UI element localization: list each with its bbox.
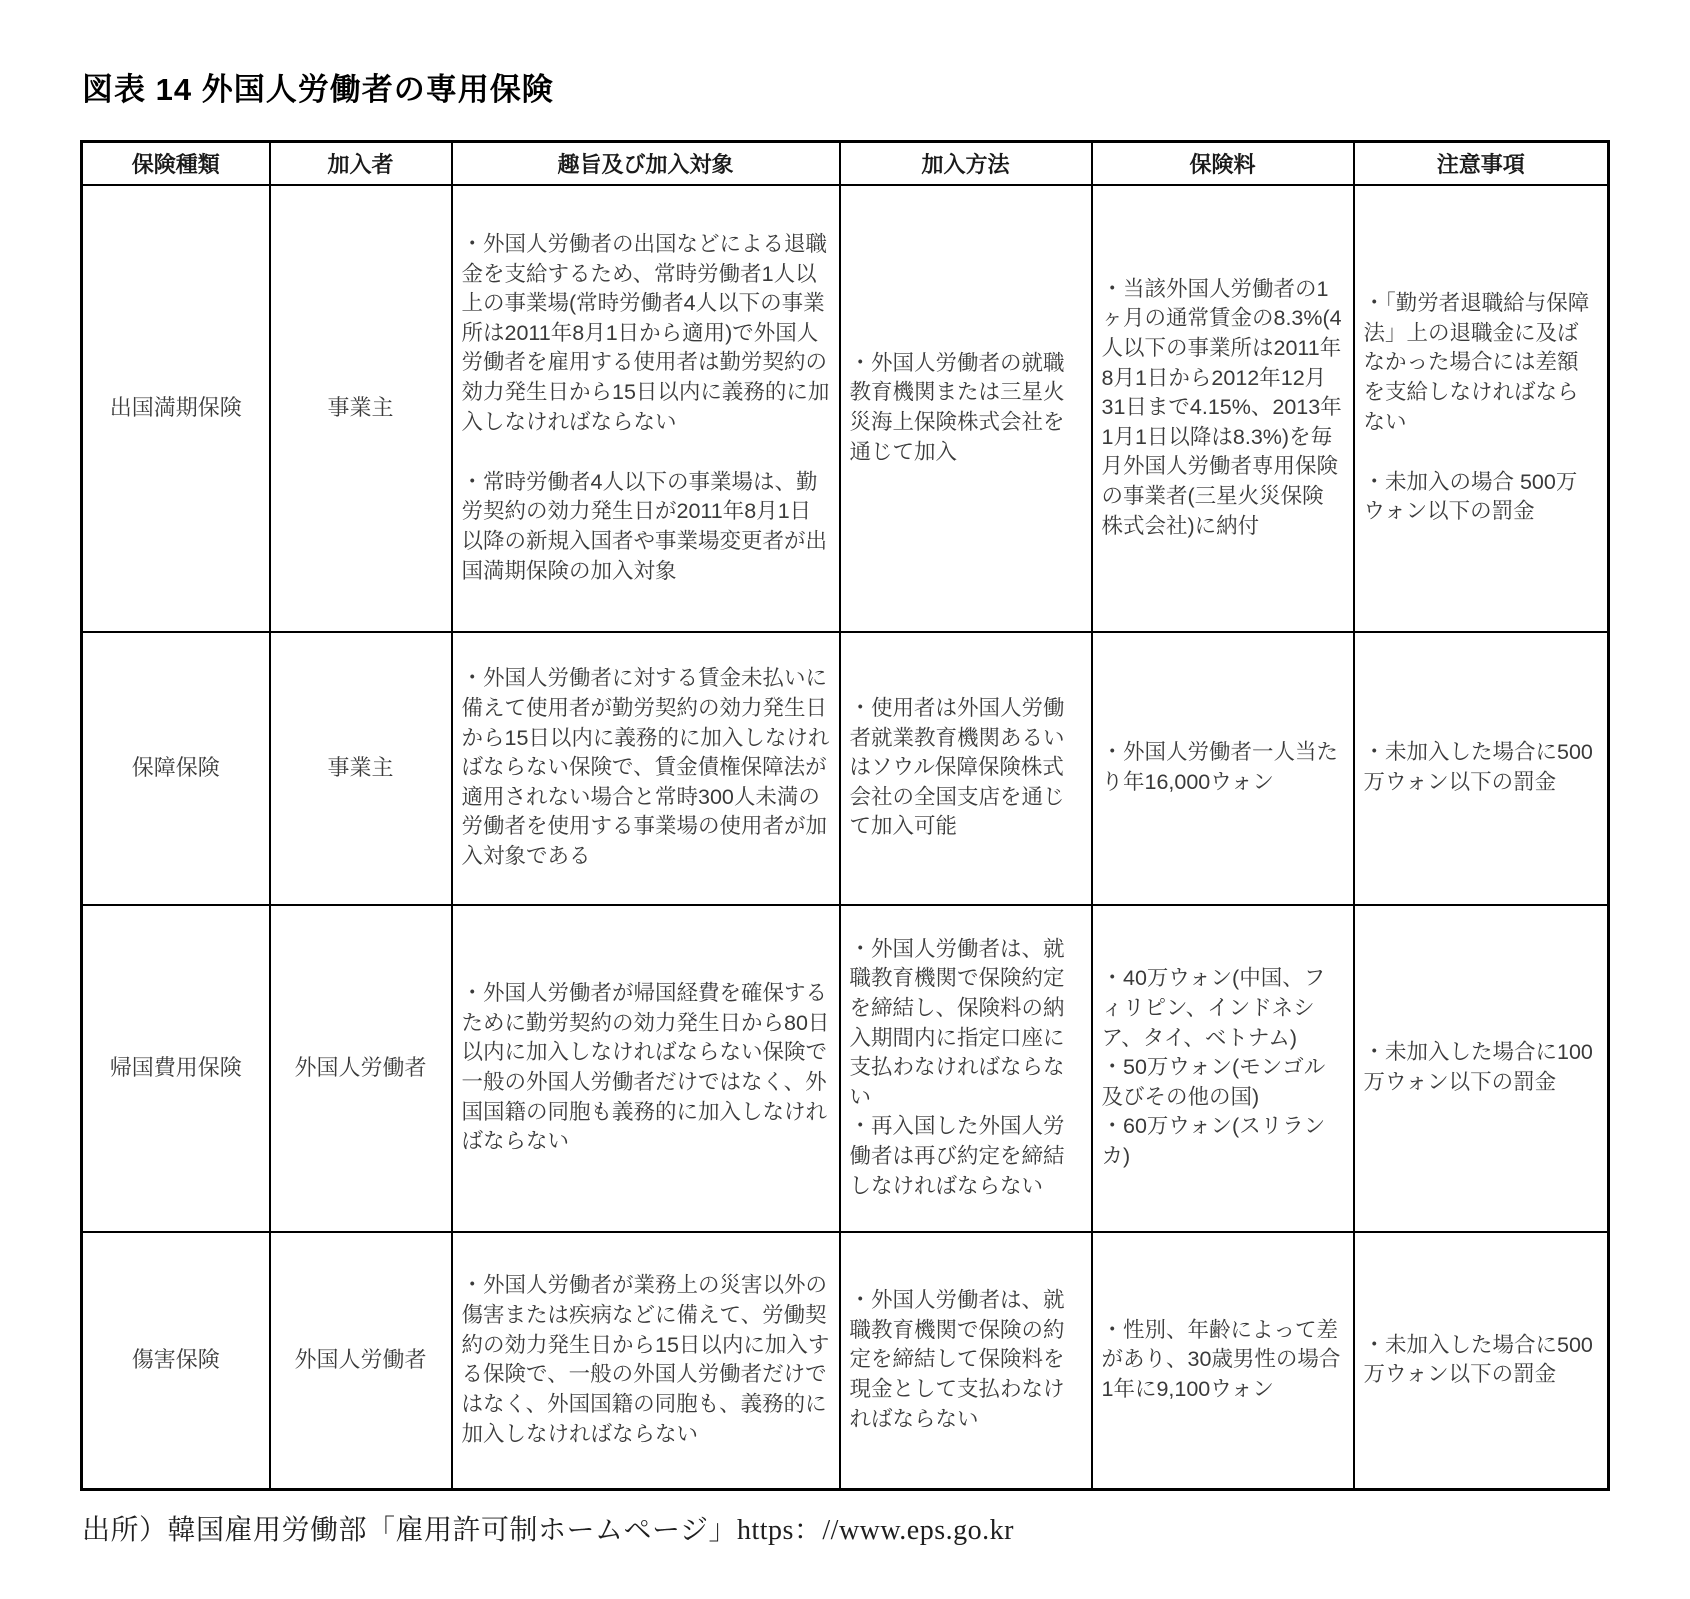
- paragraph: ・外国人労働者の出国などによる退職金を支給するため、常時労働者1人以上の事業場(常時労働者4人以下の事業所は2011年8月1日から適用)で外国人労働者を雇用する使用者は勤労契約の効力発生日から15日以内に義務的に加入しなければならない: [461, 231, 830, 434]
- paragraph: ・未加入の場合 500万ウォン以下の罰金: [1363, 469, 1578, 524]
- insurance-table: [80, 140, 1610, 1491]
- paragraph: ・外国人労働者に対する賃金未払いに備えて使用者が勤労契約の効力発生日から15日以内に義務的に加入しなければならない保険で、賃金債権保障法が適用されない場合と常時300人未満の労働者を使用する事業場の使用者が加入対象である: [461, 666, 830, 869]
- table-row: [82, 905, 1609, 1232]
- paragraph: ・常時労働者4人以下の事業場は、勤労契約の効力発生日が2011年8月1日以降の新規入国者や事業場変更者が出国満期保険の加入対象: [461, 469, 828, 583]
- cell-subscriber: 事業主: [270, 185, 452, 632]
- paragraph: ・未加入した場合に500万ウォン以下の罰金: [1363, 740, 1593, 794]
- cell-purpose: [452, 905, 840, 1232]
- cell-premium: [1092, 905, 1354, 1232]
- column-header-4: 保険料: [1092, 142, 1354, 185]
- insurance-table-body: [82, 185, 1609, 1490]
- table-row: [82, 185, 1609, 632]
- cell-subscriber: 事業主: [270, 632, 452, 905]
- cell-insurance-type: 傷害保険: [82, 1232, 270, 1490]
- paragraph: ・使用者は外国人労働者就業教育機関あるいはソウル保障保険株式会社の全国支店を通じて加入可能: [849, 695, 1065, 839]
- cell-subscriber: 外国人労働者: [270, 1232, 452, 1490]
- table-row: [82, 1232, 1609, 1490]
- cell-insurance-type: 保障保険: [82, 632, 270, 905]
- cell-notes: [1354, 905, 1609, 1232]
- paragraph: ・50万ウォン(モンゴル及びその他の国): [1101, 1055, 1326, 1109]
- paragraph: ・外国人労働者一人当たり年16,000ウォン: [1101, 740, 1339, 794]
- paragraph: ・外国人労働者は、就職教育機関で保険約定を締結し、保険料の納入期間内に指定口座に支払わなければならない: [849, 936, 1065, 1109]
- source-note: 出所）韓国雇用労働部「雇用許可制ホームページ」https：//www.eps.go.kr: [82, 1515, 1014, 1546]
- cell-notes: [1354, 1232, 1609, 1490]
- paragraph-spacer: [1364, 437, 1599, 467]
- cell-method: [840, 632, 1092, 905]
- paragraph: ・外国人労働者が帰国経費を確保するために勤労契約の効力発生日から80日以内に加入しなければならない保険で一般の外国人労働者だけではなく、外国国籍の同胞も義務的に加入しなければならない: [461, 981, 830, 1154]
- cell-insurance-type: 出国満期保険: [82, 185, 270, 632]
- figure-title: 図表 14 外国人労働者の専用保険: [82, 72, 554, 107]
- paragraph-spacer: [462, 437, 830, 467]
- cell-purpose: [452, 632, 840, 905]
- cell-method: [840, 185, 1092, 632]
- paragraph: ・当該外国人労働者の1ヶ月の通常賃金の8.3%(4人以下の事業所は2011年8月1日から2012年12月31日まで4.15%、2013年1月1日以降は8.3%)を毎月外国人労働者専用保険の事業者(三星火災保険株式会社)に納付: [1101, 276, 1342, 538]
- cell-premium: [1092, 185, 1354, 632]
- cell-method: [840, 905, 1092, 1232]
- paragraph: ・未加入した場合に500万ウォン以下の罰金: [1363, 1332, 1593, 1387]
- cell-insurance-type: 帰国費用保険: [82, 905, 270, 1232]
- paragraph: ・外国人労働者の就職教育機関または三星火災海上保険株式会社を通じて加入: [849, 350, 1065, 464]
- column-header-5: 注意事項: [1354, 142, 1609, 185]
- cell-purpose: [452, 1232, 840, 1490]
- cell-premium: [1092, 1232, 1354, 1490]
- header-row: [82, 142, 1609, 185]
- cell-method: [840, 1232, 1092, 1490]
- column-header-1: 加入者: [270, 142, 452, 185]
- paragraph: ・40万ウォン(中国、フィリピン、インドネシア、タイ、ベトナム): [1101, 966, 1326, 1050]
- paragraph: ・「勤労者退職給与保障法」上の退職金に及ばなかった場合には差額を支給しなければならない: [1363, 291, 1590, 434]
- paragraph: ・外国人労働者が業務上の災害以外の傷害または疾病などに備えて、労働契約の効力発生日から15日以内に加入する保険で、一般の外国人労働者だけではなく、外国国籍の同胞も、義務的に加入しなければならない: [461, 1273, 830, 1446]
- column-header-2: 趣旨及び加入対象: [452, 142, 840, 185]
- column-header-3: 加入方法: [840, 142, 1092, 185]
- insurance-table-header: [82, 142, 1609, 185]
- cell-notes: [1354, 632, 1609, 905]
- cell-subscriber: 外国人労働者: [270, 905, 452, 1232]
- cell-purpose: [452, 185, 840, 632]
- cell-premium: [1092, 632, 1354, 905]
- paragraph: ・再入国した外国人労働者は再び約定を締結しなければならない: [849, 1114, 1065, 1198]
- table-row: [82, 632, 1609, 905]
- paragraph: ・外国人労働者は、就職教育機関で保険の約定を締結して保険料を現金として支払わなければならない: [849, 1288, 1065, 1431]
- cell-notes: [1354, 185, 1609, 632]
- paragraph: ・60万ウォン(スリランカ): [1101, 1114, 1326, 1169]
- column-header-0: 保険種類: [82, 142, 270, 185]
- paragraph: ・未加入した場合に100万ウォン以下の罰金: [1363, 1040, 1593, 1094]
- paragraph: ・性別、年齢によって差があり、30歳男性の場合1年に9,100ウォン: [1101, 1317, 1341, 1402]
